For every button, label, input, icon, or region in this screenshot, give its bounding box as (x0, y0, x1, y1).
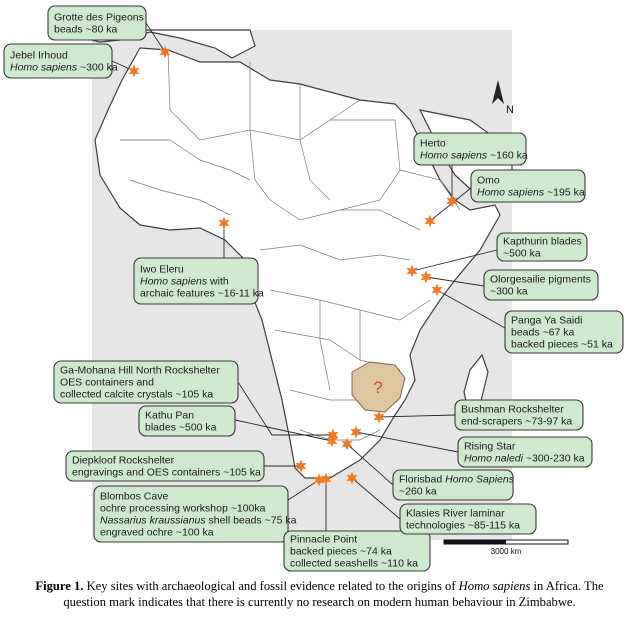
site-label-line: collected calcite crystals ~105 ka (60, 388, 214, 401)
site-label-line: engravings and OES containers ~105 ka (72, 466, 261, 479)
site-label-line: Kapthurin blades (503, 235, 582, 248)
site-label-line: Herto (420, 137, 446, 150)
site-label-line: Ga-Mohana Hill North Rockshelter (60, 364, 220, 377)
site-label-line: Olorgesailie pigments (490, 273, 591, 286)
site-label-line: Blombos Cave (100, 490, 169, 503)
site-label-line: blades ~500 ka (145, 421, 217, 434)
site-label-kapthurin (497, 233, 587, 261)
site-label-line: Bushman Rockshelter (461, 403, 564, 416)
site-label-line: archaic features ~16-11 ka (140, 287, 264, 300)
caption-text-1: Key sites with archaeological and fossil evidence related to the origins of (83, 579, 459, 593)
site-label-line: beads ~80 ka (54, 23, 118, 36)
site-label-line: Rising Star (464, 440, 516, 453)
site-label-line: backed pieces ~51 ka (511, 338, 613, 351)
scale-bar-label: 3000 km (490, 547, 522, 556)
site-label-florisbad (393, 470, 515, 500)
site-label-rising (458, 437, 592, 467)
site-label-line: Panga Ya Saidi (511, 314, 583, 327)
site-label-line: ~260 ka (399, 485, 437, 498)
site-label-line: beads ~67 ka (511, 326, 575, 339)
site-label-line: Grotte des Pigeons (54, 11, 144, 24)
site-label-line: Klasies River laminar (406, 507, 505, 520)
site-label-line: OES containers and (60, 376, 154, 389)
site-label-pinnacle (284, 531, 430, 571)
site-label-kathu (139, 406, 235, 436)
site-label-line: collected seashells ~110 ka (290, 557, 418, 570)
site-label-line: Homo sapiens ~160 ka (420, 149, 528, 162)
figure-caption (14, 578, 625, 610)
site-label-line: Diepkloof Rockshelter (72, 454, 175, 467)
site-label-diepkloof (66, 451, 264, 481)
site-label-line: Kathu Pan (145, 409, 195, 422)
site-label-line: Pinnacle Point (290, 533, 358, 546)
question-mark: ? (373, 378, 383, 397)
site-label-line: Nassarius kraussianus shell beads ~75 ka (100, 514, 297, 527)
site-label-line: Omo (477, 174, 500, 187)
site-label-line: Jebel Irhoud (10, 49, 68, 62)
site-label-olorgesailie (484, 270, 598, 300)
site-label-bushman (455, 400, 583, 430)
site-label-omo (471, 170, 585, 202)
caption-italic: Homo sapiens (458, 579, 531, 593)
site-label-klasies (400, 504, 536, 534)
site-label-jebel (4, 44, 118, 78)
site-label-line: backed pieces ~74 ka (290, 545, 392, 558)
site-label-herto (414, 133, 528, 165)
site-label-line: Homo sapiens ~300 ka (10, 61, 118, 74)
site-label-line: Iwo Eleru (140, 263, 184, 276)
site-label-line: technologies ~85-115 ka (406, 519, 520, 532)
site-label-line: ~300 ka (490, 285, 528, 298)
site-label-panga (505, 311, 623, 353)
scale-bar (444, 540, 568, 556)
caption-text-2: in Africa. The question mark indicates that there is currently no research on modern human behaviour in Zimbabwe. (63, 579, 604, 609)
site-label-line: end-scrapers ~73-97 ka (461, 415, 573, 428)
site-label-line: Homo naledi ~300-230 ka (464, 452, 585, 465)
north-label: N (506, 104, 514, 116)
site-label-line: Homo sapiens with (140, 275, 229, 288)
site-label-line: ~500 ka (503, 247, 541, 260)
site-label-grotte (48, 6, 146, 40)
site-label-line: engraved ochre ~100 ka (100, 526, 214, 539)
site-label-line: Florisbad Homo Sapiens (399, 473, 514, 486)
site-label-line: Homo sapiens ~195 ka (477, 186, 585, 199)
site-label-blombos (94, 486, 297, 542)
site-label-line: ochre processing workshop ~100ka (100, 502, 266, 515)
caption-label: Figure 1. (35, 579, 84, 593)
site-label-iwo (134, 258, 264, 304)
site-label-gamohana (54, 361, 238, 403)
